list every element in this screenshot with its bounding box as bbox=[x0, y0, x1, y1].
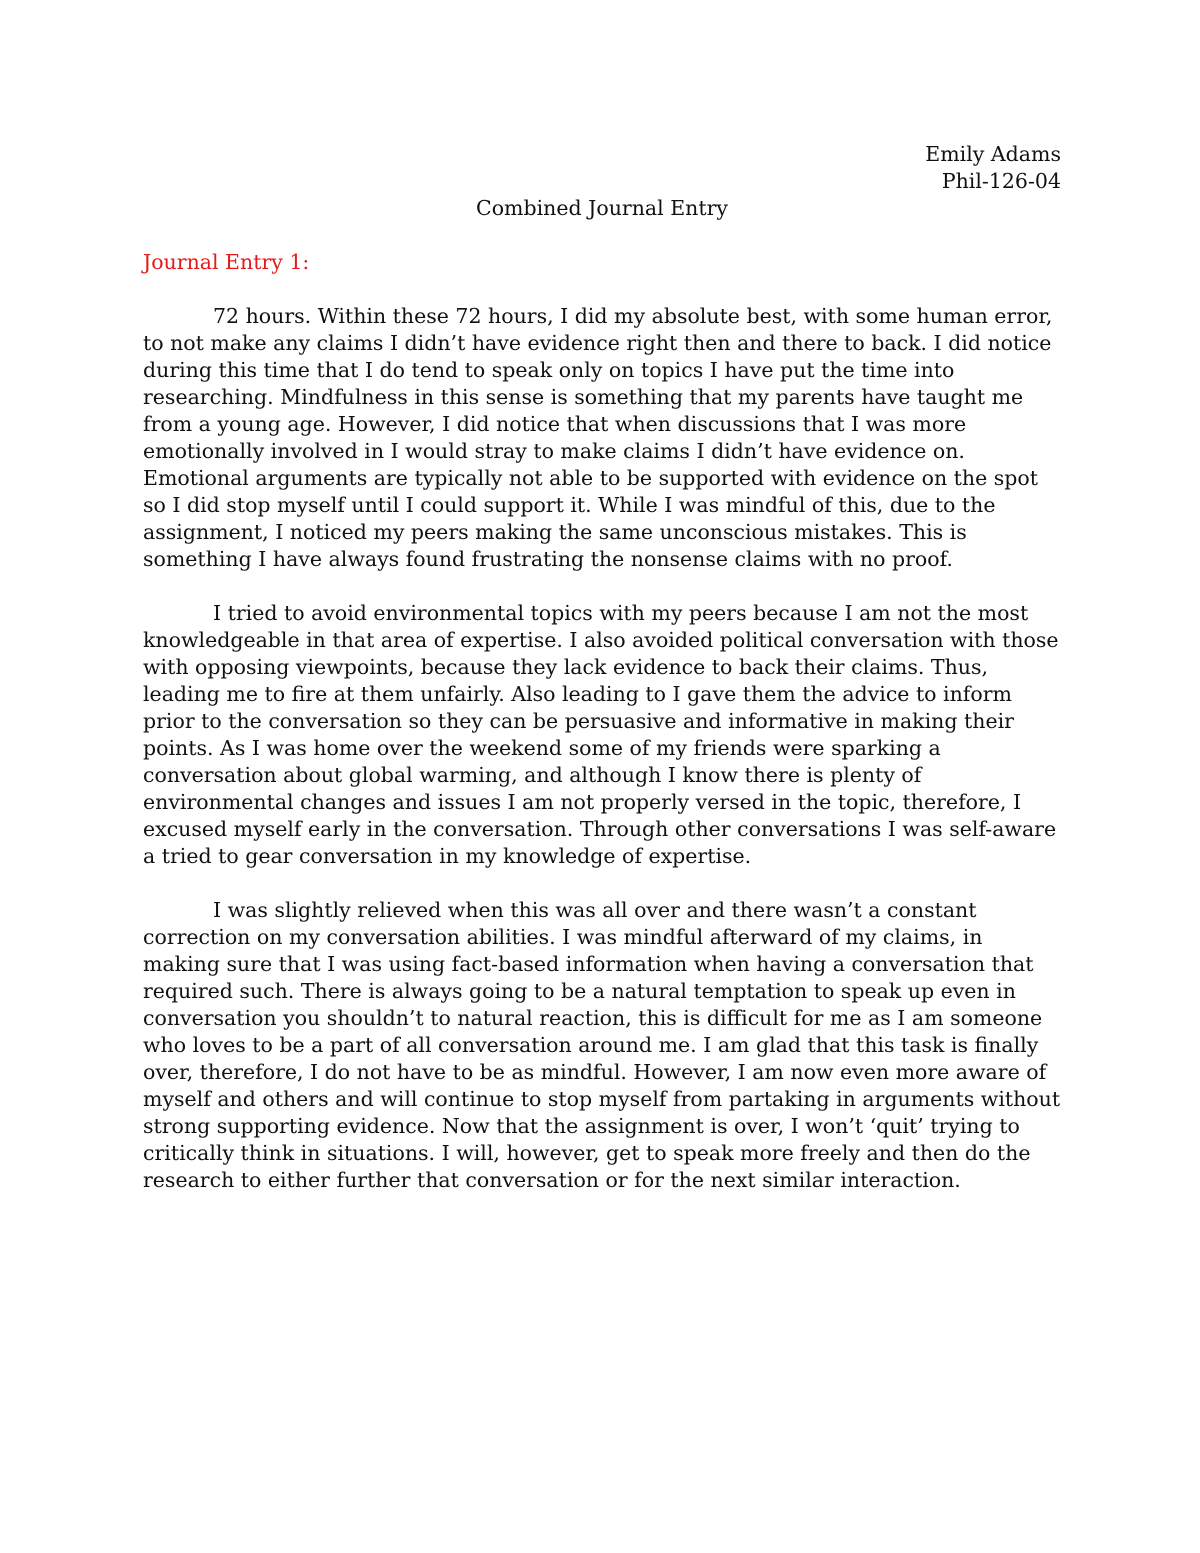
paragraph-2: I tried to avoid environmental topics with my peers because I am not the most knowledgeable in that area of expertise. I also avoided political conversation with those with opposing viewpoints, because they lack evidence to back their claims. Thus, leading me to fire at them unfairly. Also leading to I gave them the advice to inform prior to the conversation so they can be persuasive and informative in making their points. As I was home over the weekend some of my friends were sparking a conversation about global warming, and although I know there is plenty of environmental changes and issues I am not properly versed in the topic, therefore, I excused myself early in the conversation. Through other conversations I was self-aware a tried to gear conversation in my knowledge of expertise. bbox=[143, 601, 1059, 868]
journal-entry-heading: Journal Entry 1: bbox=[143, 250, 310, 274]
paragraph-3: I was slightly relieved when this was all over and there wasn’t a constant correction on my conversation abilities. I was mindful afterward of my claims, in making sure that I was using fact-based information when having a conversation that required such. There is always going to be a natural temptation to speak up even in conversation you shouldn’t to natural reaction, this is difficult for me as I am someone who loves to be a part of all conversation around me. I am glad that this task is finally over, therefore, I do not have to be as mindful. However, I am now even more aware of myself and others and will continue to stop myself from partaking in arguments without strong supporting evidence. Now that the assignment is over, I won’t ‘quit’ trying to critically think in situations. I will, however, get to speak more freely and then do the research to either further that conversation or for the next similar interaction. bbox=[143, 898, 1061, 1192]
document-body bbox=[143, 141, 1061, 1221]
document-header bbox=[143, 141, 1061, 195]
document-title: Combined Journal Entry bbox=[476, 196, 728, 220]
course-code: Phil-126-04 bbox=[941, 169, 1061, 193]
paragraph-1: 72 hours. Within these 72 hours, I did my absolute best, with some human error, to not make any claims I didn’t have evidence right then and there to back. I did notice during this time that I do tend to speak only on topics I have put the time into researching. Mindfulness in this sense is something that my parents have taught me from a young age. However, I did notice that when discussions that I was more emotionally involved in I would stray to make claims I didn’t have evidence on. Emotional arguments are typically not able to be supported with evidence on the spot so I did stop myself until I could support it. While I was mindful of this, due to the assignment, I noticed my peers making the same unconscious mistakes. This is something I have always found frustrating the nonsense claims with no proof. bbox=[143, 304, 1053, 571]
author-name: Emily Adams bbox=[925, 142, 1061, 166]
